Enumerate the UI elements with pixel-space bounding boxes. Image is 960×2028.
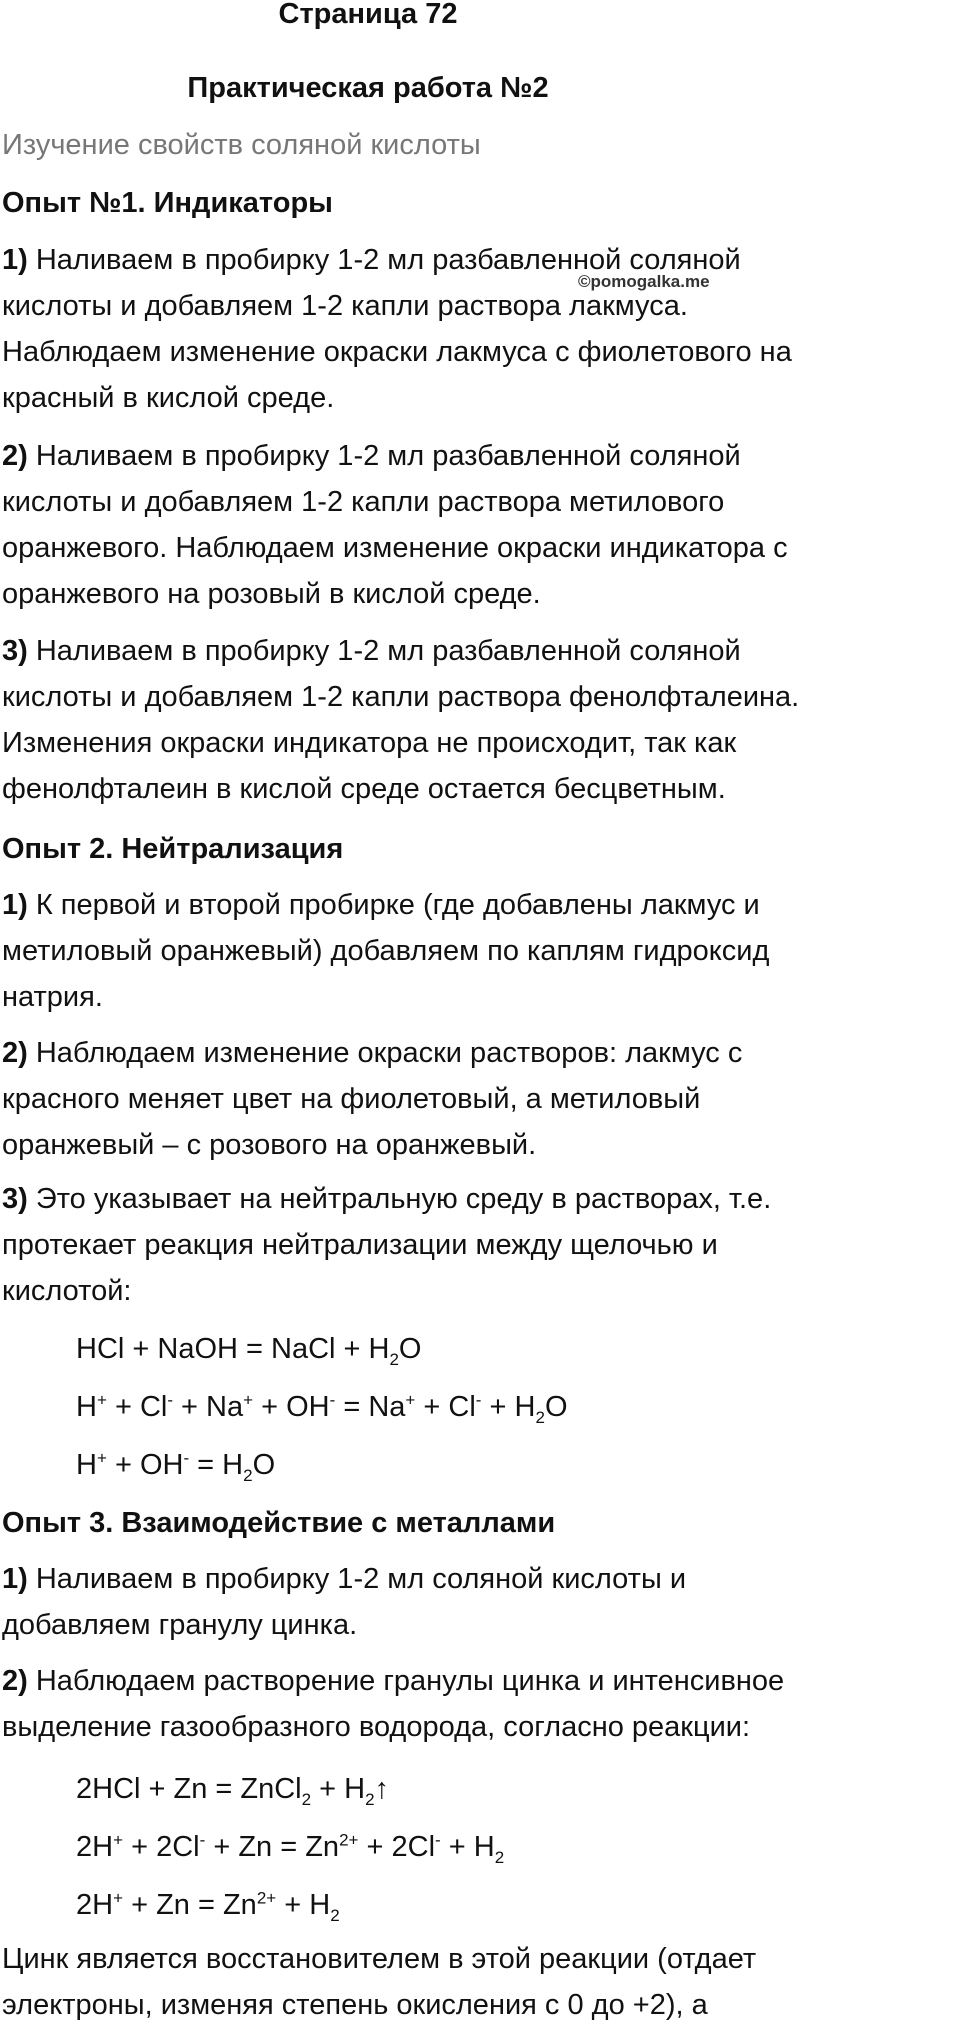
experiment3-step1 <box>2 1556 942 1648</box>
step-text: Это указывает на нейтральную среду в растворах, т.е. протекает реакция нейтрализации между щелочью и кислотой: <box>2 1183 772 1307</box>
section-heading-experiment2: Опыт 2. Нейтрализация <box>2 833 344 865</box>
experiment1-step2 <box>2 433 942 617</box>
step-text: Наливаем в пробирку 1-2 мл разбавленной соляной кислоты и добавляем 1-2 капли раствора метилового оранжевого. Наблюдаем изменение окраски индикатора с оранжевого на розовый в кислой среде. <box>2 440 788 610</box>
section-heading-experiment3: Опыт 3. Взаимодействие с металлами <box>2 1507 556 1539</box>
step-text: Наблюдаем изменение окраски растворов: лакмус с красного меняет цвет на фиолетовый, а метиловый оранжевый – с розового на оранжевый. <box>2 1037 743 1161</box>
equation-neutralization-short-ionic: $H^+ + OH^- = H_2O$ <box>76 1448 276 1485</box>
equation-zinc-full-ionic: $2H^+ + 2Cl^- + Zn = Zn^{2+} + 2Cl^- + H_2$ <box>76 1830 505 1867</box>
experiment1-step1 <box>2 237 942 421</box>
equation-zinc-short-ionic: $2H^+ + Zn = Zn^{2+} + H_2$ <box>76 1888 340 1925</box>
step-number: 2) <box>2 440 28 472</box>
experiment2-step1 <box>2 882 942 1020</box>
work-subtitle: Изучение свойств соляной кислоты <box>2 129 481 161</box>
step-text: Наблюдаем растворение гранулы цинка и интенсивное выделение газообразного водорода, согласно реакции: <box>2 1665 785 1743</box>
work-title: Практическая работа №2 <box>187 72 549 104</box>
step-text: Наливаем в пробирку 1-2 мл разбавленной соляной кислоты и добавляем 1-2 капли раствора фенолфталеина. Изменения окраски индикатора не происходит, так как фенолфталеин в кислой среде остается бесцветным. <box>2 635 800 805</box>
step-number: 2) <box>2 1037 28 1069</box>
step-number: 3) <box>2 1183 28 1215</box>
step-number: 1) <box>2 244 28 276</box>
step-text: Наливаем в пробирку 1-2 мл соляной кислоты и добавляем гранулу цинка. <box>2 1563 687 1641</box>
step-number: 1) <box>2 1563 28 1595</box>
watermark-text: ©pomogalka.me <box>578 272 710 291</box>
equation-zinc-molecular: 2HCl + Zn = ZnCl$_2$ + $H_2↑$ <box>76 1773 390 1809</box>
step-number: 1) <box>2 889 28 921</box>
step-number: 3) <box>2 635 28 667</box>
experiment2-step2 <box>2 1030 942 1168</box>
step-text: Наливаем в пробирку 1-2 мл разбавленной соляной кислоты и добавляем 1-2 капли раствора лакмуса. Наблюдаем изменение окраски лакмуса с фиолетового на красный в кислой среде. <box>2 244 792 414</box>
experiment3-conclusion: Цинк является восстановителем в этой реакции (отдает электроны, изменяя степень окисления с 0 до +2), а <box>2 1943 757 2021</box>
step-text: К первой и второй пробирке (где добавлены лакмус и метиловый оранжевый) добавляем по каплям гидроксид натрия. <box>2 889 770 1013</box>
experiment1-step3 <box>2 628 942 812</box>
equation-neutralization-molecular: HCl + NaOH = NaCl + $H_2O$ <box>76 1333 422 1369</box>
section-heading-experiment1: Опыт №1. Индикаторы <box>2 187 333 219</box>
experiment3-step2 <box>2 1658 942 1750</box>
experiment2-step3 <box>2 1176 942 1314</box>
step-number: 2) <box>2 1665 28 1697</box>
equation-neutralization-full-ionic: $H^+ + Cl^- + Na^+ + OH^- = Na^+ + Cl^- + H_2O$ <box>76 1390 568 1427</box>
page-number: Страница 72 <box>278 0 458 30</box>
